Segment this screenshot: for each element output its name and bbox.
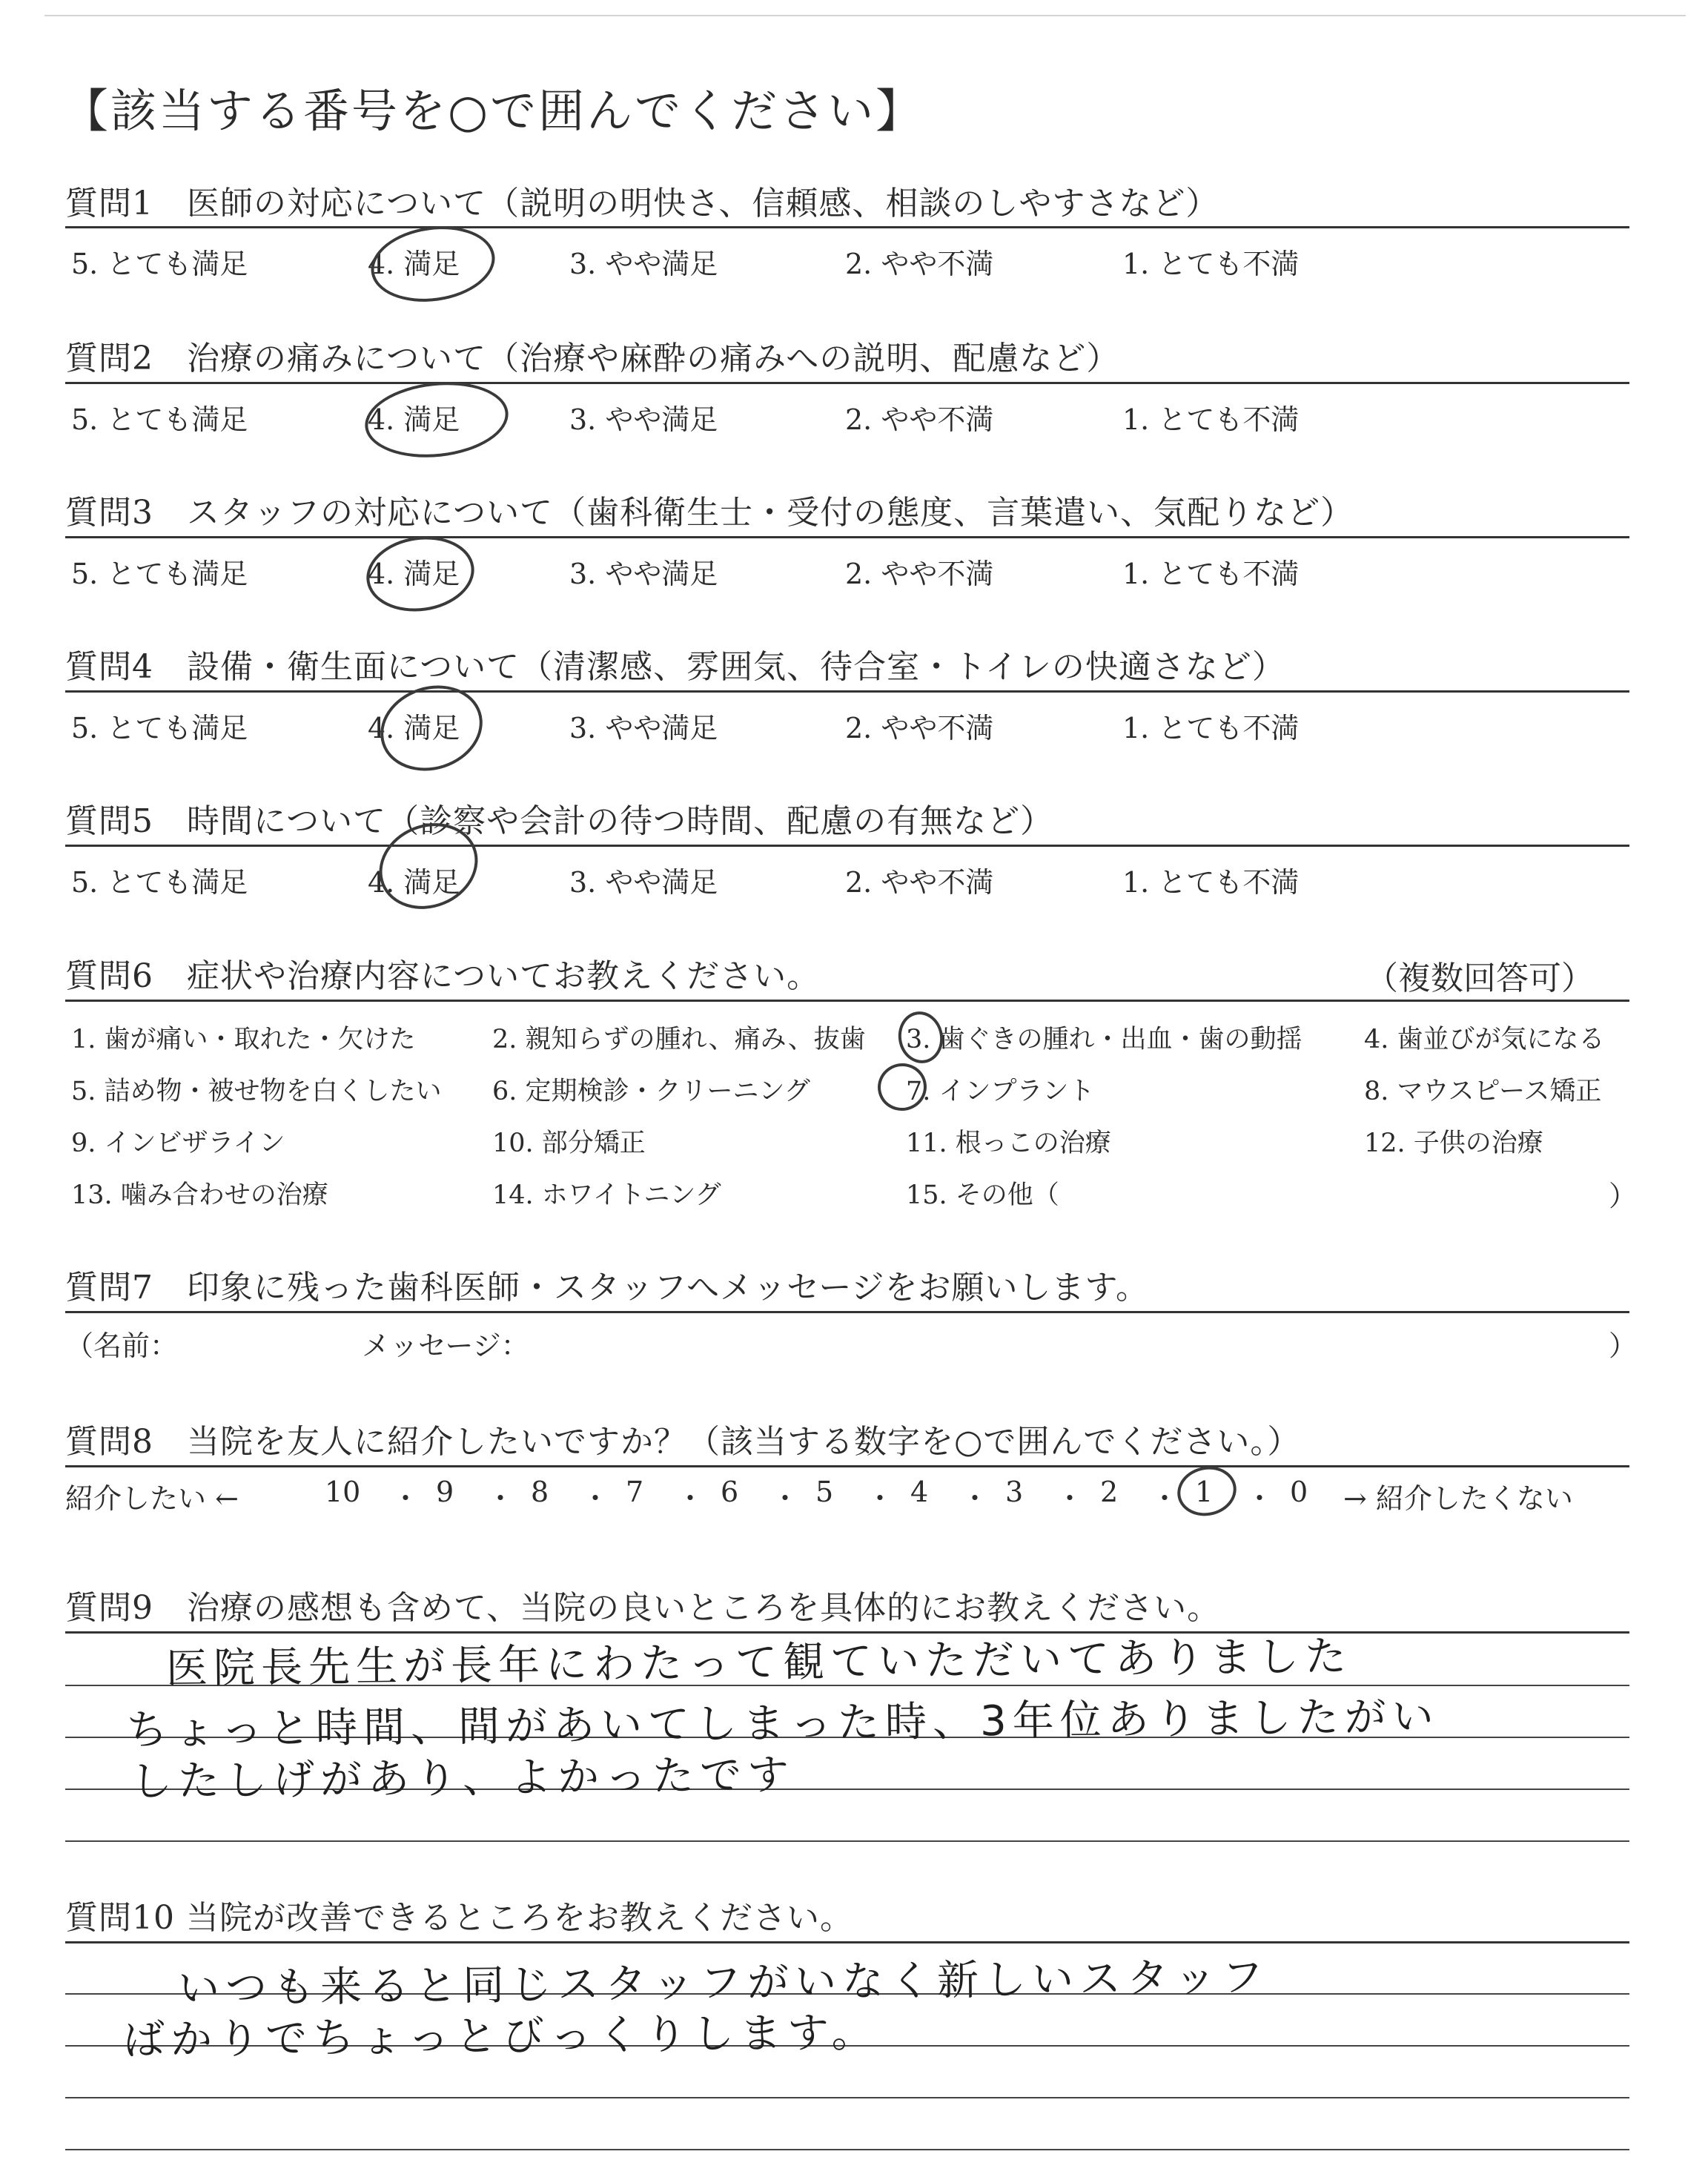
q8-value-2[interactable]: 2	[1100, 1476, 1119, 1508]
q7-close-paren: ）	[1609, 1330, 1638, 1362]
q4-option-2[interactable]: 2. やや不満	[845, 712, 994, 744]
question-3-rule	[65, 536, 1629, 538]
q10-answer-line	[65, 2149, 1629, 2150]
q8-value-9[interactable]: 9	[436, 1476, 454, 1508]
page-top-edge	[44, 15, 1686, 16]
q6-item-1[interactable]: 1. 歯が痛い・取れた・欠けた	[71, 1025, 416, 1054]
q10-answer-line	[65, 2097, 1629, 2098]
q8-dot: ・	[486, 1482, 515, 1515]
q8-value-8[interactable]: 8	[531, 1476, 549, 1508]
q7-name-label: （名前：	[65, 1330, 179, 1362]
q6-item-7[interactable]: 7. インプラント	[906, 1077, 1095, 1106]
q8-value-4[interactable]: 4	[910, 1476, 929, 1508]
q7-message-label: メッセージ：	[362, 1330, 529, 1362]
q6-other-close-paren: ）	[1609, 1180, 1638, 1212]
page-title: 【該当する番号を○で囲んでください】	[62, 84, 924, 138]
q10-handwritten-line-2: ばかりでちょっとびっくりします。	[122, 2008, 879, 2065]
q1-option-3[interactable]: 3. やや満足	[569, 248, 718, 280]
question-4-rule	[65, 690, 1629, 693]
q5-option-3[interactable]: 3. やや満足	[569, 866, 718, 899]
q4-option-1[interactable]: 1. とても不満	[1122, 712, 1300, 744]
q5-option-5[interactable]: 5. とても満足	[71, 866, 248, 899]
q5-option-2[interactable]: 2. やや不満	[845, 866, 994, 899]
q6-item-10[interactable]: 10. 部分矯正	[492, 1129, 646, 1158]
question-6-multi-note: （複数回答可）	[1366, 960, 1594, 997]
q1-option-4[interactable]: 4. 満足	[368, 248, 460, 280]
q2-option-4[interactable]: 4. 満足	[368, 403, 460, 436]
question-10-title: 質問10 当院が改善できるところをお教えください。	[65, 1899, 853, 1937]
q3-selection-circle	[362, 529, 479, 618]
q1-option-5[interactable]: 5. とても満足	[71, 248, 248, 280]
q1-option-2[interactable]: 2. やや不満	[845, 248, 994, 280]
q6-item-3[interactable]: 3. 歯ぐきの腫れ・出血・歯の動揺	[906, 1025, 1302, 1054]
q4-option-5[interactable]: 5. とても満足	[71, 712, 248, 744]
question-2-title: 質問2 治療の痛みについて（治療や麻酔の痛みへの説明、配慮など）	[65, 340, 1120, 377]
q4-option-3[interactable]: 3. やや満足	[569, 712, 718, 744]
q3-option-2[interactable]: 2. やや不満	[845, 558, 994, 590]
q3-option-3[interactable]: 3. やや満足	[569, 558, 718, 590]
question-4-title: 質問4 設備・衛生面について（清潔感、雰囲気、待合室・トイレの快適さなど）	[65, 648, 1285, 686]
q4-option-4[interactable]: 4. 満足	[368, 712, 460, 744]
question-3-title: 質問3 スタッフの対応について（歯科衛生士・受付の態度、言葉遣い、気配りなど）	[65, 494, 1354, 532]
q8-dot: ・	[391, 1482, 420, 1515]
q3-option-4[interactable]: 4. 満足	[368, 558, 460, 590]
q8-value-1[interactable]: 1	[1195, 1476, 1214, 1508]
q8-dot: ・	[581, 1482, 610, 1515]
question-6-title: 質問6 症状や治療内容についてお教えください。	[65, 957, 821, 995]
question-1-rule	[65, 226, 1629, 228]
q8-value-3[interactable]: 3	[1005, 1476, 1024, 1508]
q6-item-12[interactable]: 12. 子供の治療	[1364, 1129, 1543, 1158]
q9-handwritten-line-3: したしげがあり、よかったです	[130, 1751, 795, 1806]
q9-handwritten-line-1: 医院長先生が長年にわたって観ていただいてありました	[165, 1632, 1353, 1694]
q4-selection-circle	[369, 673, 494, 784]
question-5-title: 質問5 時間について（診察や会計の待つ時間、配慮の有無など）	[65, 802, 1054, 840]
q8-value-10[interactable]: 10	[325, 1476, 361, 1508]
q8-dot: ・	[676, 1482, 705, 1515]
question-9-title: 質問9 治療の感想も含めて、当院の良いところを具体的にお教えください。	[65, 1589, 1221, 1627]
q8-dot: ・	[1056, 1482, 1085, 1515]
question-10-rule	[65, 1941, 1629, 1943]
q1-option-1[interactable]: 1. とても不満	[1122, 248, 1300, 280]
q8-value-7[interactable]: 7	[626, 1476, 644, 1508]
q6-item-9[interactable]: 9. インビザライン	[71, 1129, 285, 1158]
q1-selection-circle	[366, 219, 500, 309]
q8-value-6[interactable]: 6	[721, 1476, 739, 1508]
q5-option-1[interactable]: 1. とても不満	[1122, 866, 1300, 899]
q5-option-4[interactable]: 4. 満足	[368, 866, 460, 899]
q8-value-0[interactable]: 0	[1290, 1476, 1308, 1508]
q3-option-1[interactable]: 1. とても不満	[1122, 558, 1300, 590]
q6-item-13[interactable]: 13. 噛み合わせの治療	[71, 1180, 328, 1210]
q6-item-2[interactable]: 2. 親知らずの腫れ、痛み、抜歯	[492, 1025, 866, 1054]
q8-dot: ・	[1245, 1482, 1274, 1515]
q6-item-5[interactable]: 5. 詰め物・被せ物を白くしたい	[71, 1077, 442, 1106]
q2-option-5[interactable]: 5. とても満足	[71, 403, 248, 436]
q6-item-6[interactable]: 6. 定期検診・クリーニング	[492, 1077, 810, 1106]
q6-item-11[interactable]: 11. 根っこの治療	[906, 1129, 1111, 1158]
q3-option-5[interactable]: 5. とても満足	[71, 558, 248, 590]
q8-dot: ・	[961, 1482, 990, 1515]
q10-handwritten-line-1: いつも来ると同じスタッフがいなく新しいスタッフ	[177, 1953, 1270, 2013]
q2-option-2[interactable]: 2. やや不満	[845, 403, 994, 436]
q8-selection-circle	[1173, 1461, 1241, 1521]
q9-handwritten-line-2: ちょっと時間、間があいてしまった時、3年位ありましたがい	[125, 1692, 1440, 1755]
question-6-rule	[65, 1000, 1629, 1002]
q2-selection-circle	[361, 375, 512, 464]
q9-answer-line	[65, 1840, 1629, 1842]
question-7-title: 質問7 印象に残った歯科医師・スタッフへメッセージをお願いします。	[65, 1269, 1149, 1307]
q6-item-15[interactable]: 15. その他（	[906, 1180, 1059, 1210]
question-2-rule	[65, 382, 1629, 384]
question-8-rule	[65, 1465, 1629, 1467]
question-5-rule	[65, 845, 1629, 847]
q6-item-8[interactable]: 8. マウスピース矯正	[1364, 1077, 1602, 1106]
question-1-title: 質問1 医師の対応について（説明の明快さ、信頼感、相談のしやすさなど）	[65, 185, 1219, 222]
q8-dot: ・	[866, 1482, 895, 1515]
q2-option-1[interactable]: 1. とても不満	[1122, 403, 1300, 436]
question-7-rule	[65, 1311, 1629, 1313]
q6-selection-circle-3	[894, 1008, 947, 1066]
q2-option-3[interactable]: 3. やや満足	[569, 403, 718, 436]
q8-scale-right-label: → 紹介したくない	[1343, 1482, 1573, 1515]
q6-item-14[interactable]: 14. ホワイトニング	[492, 1180, 721, 1210]
q8-dot: ・	[1151, 1482, 1179, 1515]
q8-scale-left-label: 紹介したい ←	[65, 1482, 239, 1515]
question-8-title: 質問8 当院を友人に紹介したいですか？（該当する数字を○で囲んでください。）	[65, 1423, 1301, 1461]
q8-dot: ・	[771, 1482, 800, 1515]
q8-value-5[interactable]: 5	[815, 1476, 834, 1508]
q6-item-4[interactable]: 4. 歯並びが気になる	[1364, 1025, 1605, 1054]
